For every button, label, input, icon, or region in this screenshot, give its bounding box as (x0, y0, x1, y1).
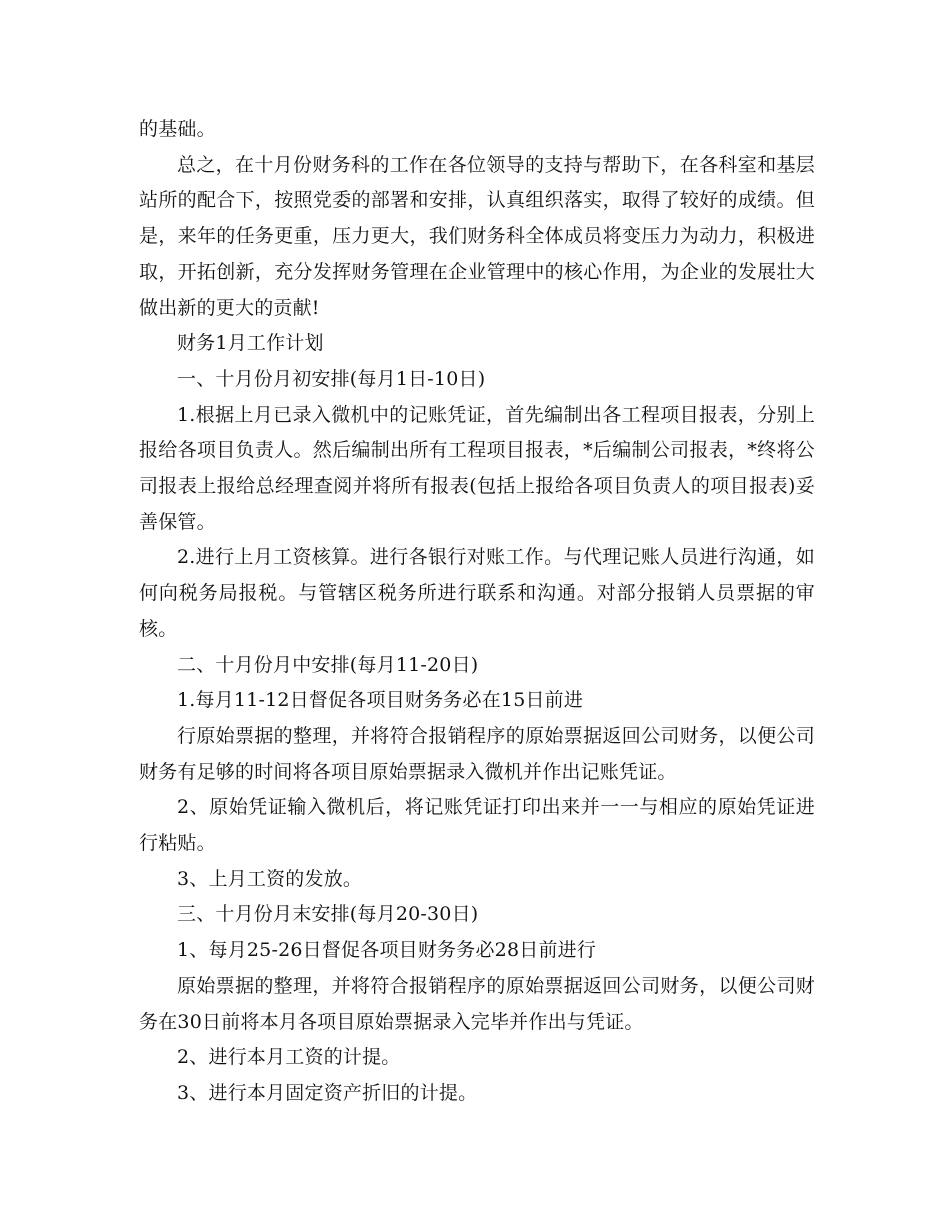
paragraph-mid-1: 1.每月11-12日督促各项目财务务必在15日前进 (177, 689, 584, 712)
paragraph-mid-3: 3、上月工资的发放。 (177, 867, 363, 890)
paragraph-summary: 总之，在十月份财务科的工作在各位领导的支持与帮助下，在各科室和基层站所的配合下，按照党委的部署和安排，认真组织落实，取得了较好的成绩。但是，来年的任务更重，压力更大，我们财务科全体成员将变压力为动力，积极进取，开拓创新，充分发挥财务管理在企业管理中的核心作用，为企业的发展壮大做出新的更大的贡献! (139, 153, 815, 319)
paragraph-mid-2: 2、原始凭证输入微机后，将记账凭证打印出来并一一与相应的原始凭证进行粘贴。 (139, 796, 815, 855)
paragraph-continuation: 的基础。 (139, 118, 216, 140)
paragraph-early-1: 1.根据上月已录入微机中的记账凭证，首先编制出各工程项目报表，分别上报给各项目负责人。然后编制出所有工程项目报表，*后编制公司报表，*终将公司报表上报给总经理查阅并将所有报表(包括上报给各项目负责人的项目报表)妥善保管。 (139, 403, 815, 533)
document-body (139, 112, 815, 1112)
paragraph-mid-1-cont: 行原始票据的整理，并将符合报销程序的原始票据返回公司财务，以便公司财务有足够的时间将各项目原始票据录入微机并作出记账凭证。 (139, 724, 815, 783)
heading-early-month: 一、十月份月初安排(每月1日-10日) (177, 367, 486, 390)
paragraph-end-3: 3、进行本月固定资产折旧的计提。 (177, 1081, 478, 1104)
paragraph-end-1-cont: 原始票据的整理，并将符合报销程序的原始票据返回公司财务，以便公司财务在30日前将本月各项目原始票据录入完毕并作出与凭证。 (139, 974, 815, 1033)
heading-mid-month: 二、十月份月中安排(每月11-20日) (177, 653, 479, 676)
section-title: 财务1月工作计划 (177, 332, 324, 355)
paragraph-end-1: 1、每月25-26日督促各项目财务务必28日前进行 (177, 939, 597, 962)
paragraph-end-2: 2、进行本月工资的计提。 (177, 1046, 401, 1069)
heading-end-month: 三、十月份月末安排(每月20-30日) (177, 903, 479, 926)
paragraph-early-2: 2.进行上月工资核算。进行各银行对账工作。与代理记账人员进行沟通，如何向税务局报税。与管辖区税务所进行联系和沟通。对部分报销人员票据的审核。 (139, 546, 815, 640)
